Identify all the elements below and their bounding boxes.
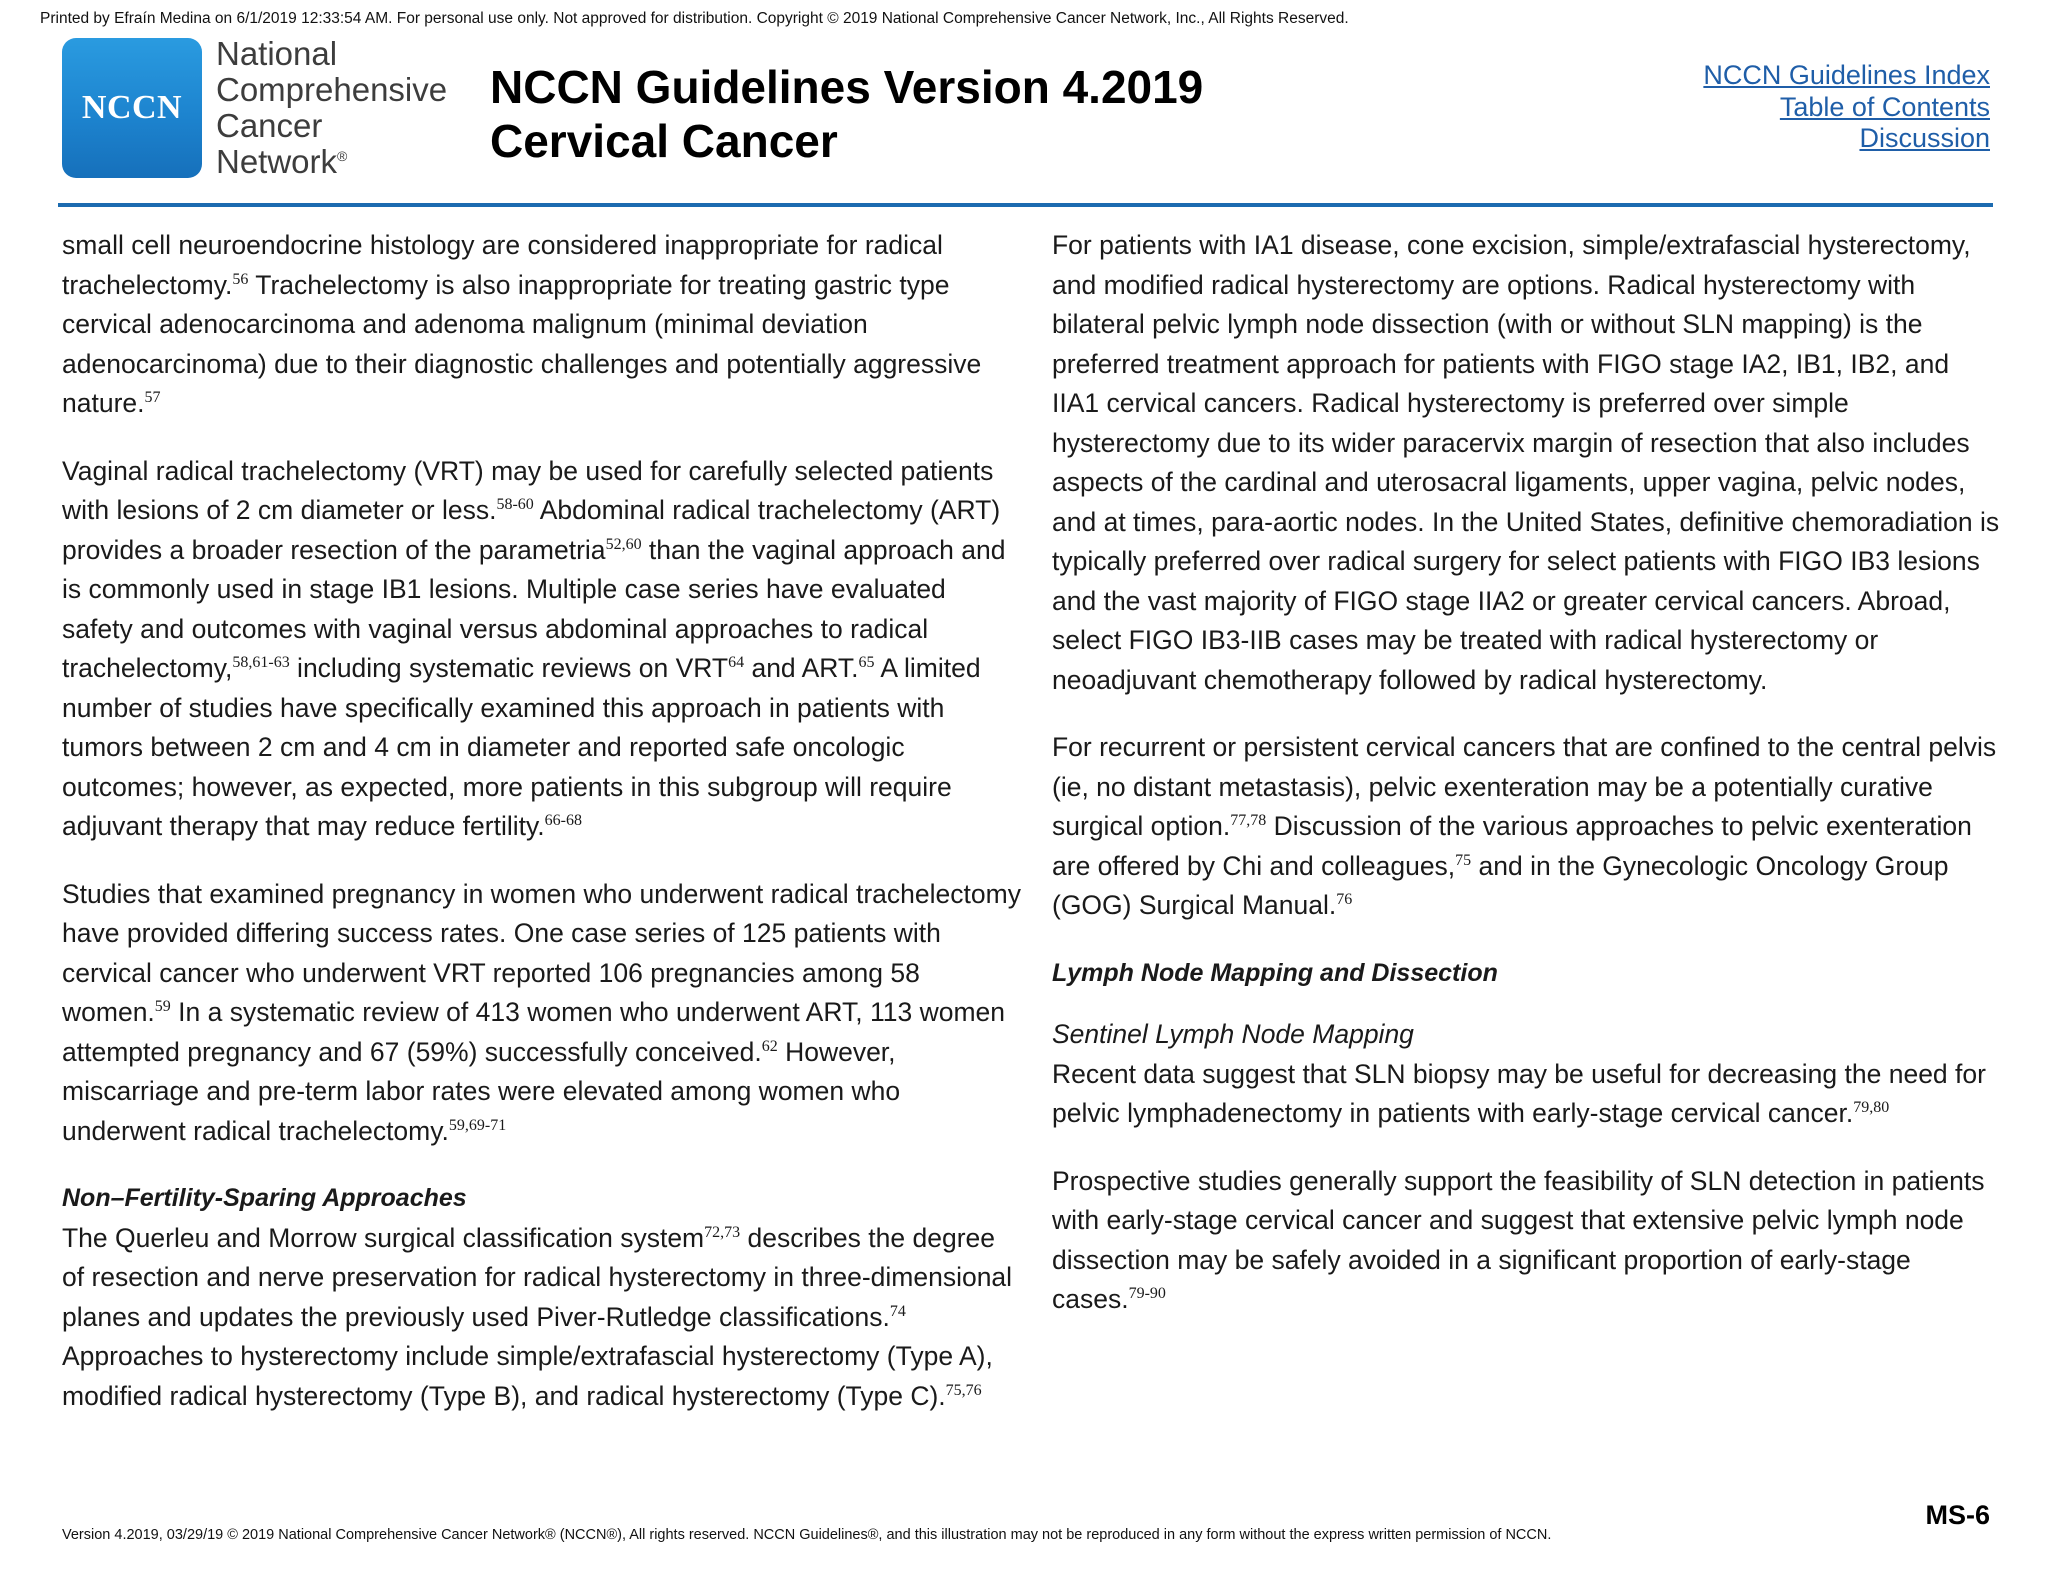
citation-ref: 59 xyxy=(154,998,171,1016)
org-name xyxy=(216,36,447,180)
right-paragraph-1 xyxy=(1052,226,2002,700)
org-name-line-1: National xyxy=(216,35,338,72)
org-name-line-3: Cancer xyxy=(216,107,323,144)
title-line-2: Cervical Cancer xyxy=(490,115,838,167)
header-nav-links xyxy=(1703,60,1990,155)
text-run: and in the Gynecologic Oncology Group (GOG) Surgical Manual. xyxy=(1052,850,1949,920)
footer-copyright: Version 4.2019, 03/29/19 © 2019 National Comprehensive Cancer Network® (NCCN®), All rights reserved. NCCN Guidelines®, and this illustration may not be reproduced in any form without the express written permission of NCCN. xyxy=(62,1527,1552,1543)
left-paragraph-1 xyxy=(62,226,1022,424)
right-paragraph-2 xyxy=(1052,728,2002,926)
citation-ref: 75 xyxy=(1455,851,1472,869)
text-run: The Querleu and Morrow surgical classification system xyxy=(62,1222,705,1253)
org-name-line-2: Comprehensive xyxy=(216,71,448,108)
citation-ref: 72,73 xyxy=(704,1223,741,1241)
citation-ref: 56 xyxy=(232,270,249,288)
text-run: than the vaginal approach and is commonly used in stage IB1 lesions. Multiple case series have evaluated safety and outcomes with vaginal versus abdominal approaches to radical trachelectomy, xyxy=(62,534,1006,683)
text-run: including systematic reviews on VRT xyxy=(289,653,729,683)
text-run: describes the degree of resection and nerve preservation for radical hysterectomy in three-dimensional planes and updates the previously used Piver-Rutledge classifications. xyxy=(62,1222,1013,1332)
citation-ref: 74 xyxy=(889,1302,906,1320)
right-column xyxy=(1052,226,2002,1348)
left-paragraph-4 xyxy=(62,1219,1022,1417)
citation-ref: 59,69-71 xyxy=(448,1116,507,1134)
header-divider xyxy=(58,203,1993,207)
citation-ref: 57 xyxy=(144,389,161,407)
link-table-of-contents[interactable]: Table of Contents xyxy=(1779,91,1990,122)
citation-ref: 58-60 xyxy=(496,496,534,514)
nccn-logo-mark xyxy=(62,38,202,178)
text-run: Studies that examined pregnancy in women who underwent radical trachelectomy have provided differing success rates. One case series of 125 patients with cervical cancer who underwent VRT reported 106 pregnancies among 58 women. xyxy=(62,878,1021,1027)
section-heading-non-fertility: Non–Fertility-Sparing Approaches xyxy=(62,1184,467,1212)
citation-ref: 52,60 xyxy=(605,535,642,553)
link-discussion[interactable]: Discussion xyxy=(1859,123,1990,153)
logo-mark-text: NCCN xyxy=(81,89,183,126)
text-run: and ART. xyxy=(744,653,859,683)
text-run: Approaches to hysterectomy include simple/extrafascial hysterectomy (Type A), modified radical hysterectomy (Type B), and radical hysterectomy (Type C). xyxy=(62,1341,993,1411)
subheading-sentinel-lymph-node: Sentinel Lymph Node Mapping xyxy=(1052,1019,1414,1049)
text-run: For patients with IA1 disease, cone excision, simple/extrafascial hysterectomy, and modified radical hysterectomy are options. Radical hysterectomy with bilateral pelvic lymph node dissection (with or without SLN mapping) is the preferred treatment approach for patients with FIGO stage IA2, IB1, IB2, and IIA1 cervical cancers. Radical hysterectomy is preferred over simple hysterectomy due to its wider paracervix margin of resection that also includes aspects of the cardinal and uterosacral ligaments, upper vagina, pelvic nodes, and at times, para-aortic nodes. In the United States, definitive chemoradiation is typically preferred over radical surgery for select patients with FIGO IB3 lesions and the vast majority of FIGO stage IIA2 or greater cervical cancers. Abroad, select FIGO IB3-IIB cases may be treated with radical hysterectomy or neoadjuvant chemotherapy followed by radical hysterectomy. xyxy=(1052,230,2000,695)
section-heading-lymph-node: Lymph Node Mapping and Dissection xyxy=(1052,958,1498,987)
text-run: For recurrent or persistent cervical cancers that are confined to the central pelvis (ie, no distant metastasis), pelvic exenteration may be a potentially curative surgical option. xyxy=(1052,732,1997,841)
page-title xyxy=(490,60,1203,168)
text-run: Vaginal radical trachelectomy (VRT) may be used for carefully selected patients with lesions of 2 cm diameter or less. xyxy=(62,455,994,525)
text-run: Abdominal radical trachelectomy (ART) provides a broader resection of the parametria xyxy=(62,495,1001,565)
print-notice: Printed by Efraín Medina on 6/1/2019 12:33:54 AM. For personal use only. Not approved for distribution. Copyright © 2019 National Comprehensive Cancer Network, Inc., All Rights Reserved. xyxy=(40,10,1349,27)
citation-ref: 75,76 xyxy=(945,1381,982,1399)
citation-ref: 79-90 xyxy=(1128,1285,1166,1303)
page-number: MS-6 xyxy=(1925,1500,1990,1530)
right-paragraph-4 xyxy=(1052,1162,2002,1320)
left-paragraph-3 xyxy=(62,875,1022,1152)
text-run: small cell neuroendocrine histology are considered inappropriate for radical trachelectomy. xyxy=(62,230,943,300)
text-run: However, miscarriage and pre-term labor rates were elevated among women who underwent radical trachelectomy. xyxy=(62,1036,901,1146)
right-paragraph-3 xyxy=(1052,1055,2002,1134)
text-run: Trachelectomy is also inappropriate for treating gastric type cervical adenocarcinoma and adenoma malignum (minimal deviation adenocarcinoma) due to their diagnostic challenges and potentially aggressive nature. xyxy=(62,269,982,418)
citation-ref: 62 xyxy=(761,1037,778,1055)
citation-ref: 58,61-63 xyxy=(232,654,290,672)
citation-ref: 64 xyxy=(728,654,745,672)
citation-ref: 76 xyxy=(1336,891,1353,909)
left-paragraph-2 xyxy=(62,452,1022,847)
text-run: Discussion of the various approaches to pelvic exenteration are offered by Chi and colleagues, xyxy=(1052,811,1972,881)
org-name-line-4: Network xyxy=(216,143,338,180)
citation-ref: 66-68 xyxy=(544,812,582,830)
registered-mark: ® xyxy=(337,148,348,164)
text-run: In a systematic review of 413 women who underwent ART, 113 women attempted pregnancy and 67 (59%) successfully conceived. xyxy=(62,997,1005,1067)
text-run: Recent data suggest that SLN biopsy may be useful for decreasing the need for pelvic lymphadenectomy in patients with early-stage cervical cancer. xyxy=(1052,1058,1986,1128)
title-line-1: NCCN Guidelines Version 4.2019 xyxy=(490,61,1204,113)
left-column xyxy=(62,226,1022,1444)
text-run: A limited number of studies have specifically examined this approach in patients with tumors between 2 cm and 4 cm in diameter and reported safe oncologic outcomes; however, as expected, more patients in this subgroup will require adjuvant therapy that may reduce fertility. xyxy=(62,653,981,841)
citation-ref: 65 xyxy=(858,654,875,672)
citation-ref: 77,78 xyxy=(1230,812,1267,830)
link-guidelines-index[interactable]: NCCN Guidelines Index xyxy=(1703,60,1990,90)
citation-ref: 79,80 xyxy=(1853,1099,1890,1117)
text-run: Prospective studies generally support the feasibility of SLN detection in patients with early-stage cervical cancer and suggest that extensive pelvic lymph node dissection may be safely avoided in a significant proportion of early-stage cases. xyxy=(1052,1165,1985,1314)
